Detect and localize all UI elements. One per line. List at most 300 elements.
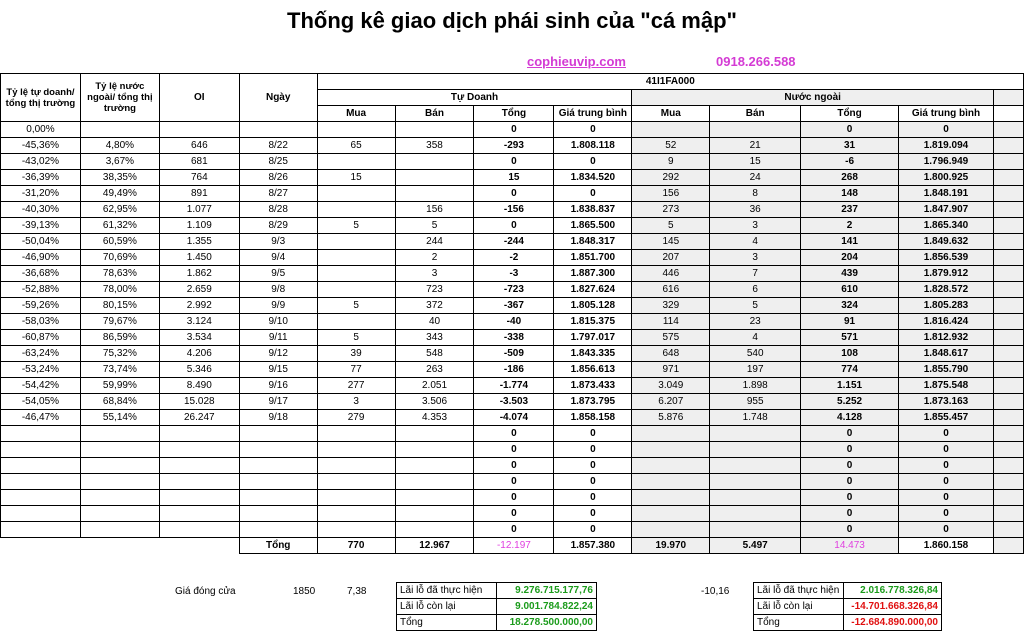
- cell-date: 9/17: [239, 394, 317, 410]
- self-pl-table: [396, 582, 597, 631]
- cell-ratio-self: -58,03%: [1, 314, 81, 330]
- cell-foreign-buy: [632, 506, 710, 522]
- cell-self-total: -338: [474, 330, 554, 346]
- cell-foreign-avg: 0: [899, 522, 994, 538]
- cell-foreign-buy: [632, 474, 710, 490]
- cell-self-sell: [395, 458, 474, 474]
- cell-foreign-avg: 1.800.925: [899, 170, 994, 186]
- table-row: [1, 362, 1024, 378]
- cell-edge: [993, 362, 1023, 378]
- cell-foreign-sell: [710, 426, 801, 442]
- cell-foreign-sell: [710, 522, 801, 538]
- cell-foreign-total: 141: [801, 234, 899, 250]
- cell-self-sell: 372: [395, 298, 474, 314]
- cell-foreign-sell: 540: [710, 346, 801, 362]
- cell-date: 9/3: [239, 234, 317, 250]
- cell-oi: 8.490: [159, 378, 239, 394]
- cell-ratio-self: -36,39%: [1, 170, 81, 186]
- cell-self-total: -4.074: [474, 410, 554, 426]
- cell-ratio-foreign: [80, 122, 159, 138]
- cell-foreign-buy: [632, 522, 710, 538]
- header-foreign-buy: Mua: [632, 106, 710, 122]
- cell-foreign-buy: 156: [632, 186, 710, 202]
- cell-foreign-avg: 0: [899, 122, 994, 138]
- cell-self-sell: [395, 186, 474, 202]
- cell-edge: [993, 138, 1023, 154]
- cell-foreign-sell: 8: [710, 186, 801, 202]
- cell-self-sell: [395, 442, 474, 458]
- cell-self-buy: [317, 250, 395, 266]
- header-foreign-sell: Bán: [710, 106, 801, 122]
- table-row: [1, 138, 1024, 154]
- cell-self-avg: 1.851.700: [554, 250, 632, 266]
- total-foreign-avg: 1.860.158: [899, 538, 994, 554]
- cell-oi: 1.077: [159, 202, 239, 218]
- cell-foreign-buy: 5: [632, 218, 710, 234]
- total-foreign-total: 14.473: [801, 538, 899, 554]
- cell-foreign-total: 237: [801, 202, 899, 218]
- cell-date: 9/15: [239, 362, 317, 378]
- cell-self-sell: [395, 506, 474, 522]
- cell-self-avg: 1.873.795: [554, 394, 632, 410]
- cell-self-total: -186: [474, 362, 554, 378]
- cell-self-total: 15: [474, 170, 554, 186]
- total-edge: [993, 538, 1023, 554]
- cell-oi: 1.450: [159, 250, 239, 266]
- cell-self-sell: 548: [395, 346, 474, 362]
- cell-edge: [993, 378, 1023, 394]
- cell-self-avg: 1.865.500: [554, 218, 632, 234]
- header-self-sell: Bán: [395, 106, 474, 122]
- cell-ratio-self: -40,30%: [1, 202, 81, 218]
- cell-foreign-buy: 6.207: [632, 394, 710, 410]
- cell-date: [239, 442, 317, 458]
- cell-self-total: 0: [474, 122, 554, 138]
- cell-date: 9/10: [239, 314, 317, 330]
- table-row: [1, 202, 1024, 218]
- cell-self-sell: [395, 154, 474, 170]
- cell-ratio-self: -36,68%: [1, 266, 81, 282]
- cell-ratio-self: 0,00%: [1, 122, 81, 138]
- cell-self-total: 0: [474, 506, 554, 522]
- close-price-value: 1850: [293, 586, 316, 597]
- cell-edge: [993, 522, 1023, 538]
- cell-ratio-self: -63,24%: [1, 346, 81, 362]
- cell-foreign-buy: 446: [632, 266, 710, 282]
- cell-self-avg: 0: [554, 426, 632, 442]
- cell-foreign-avg: 1.865.340: [899, 218, 994, 234]
- header-self-avg: Giá trung bình: [554, 106, 632, 122]
- table-row: [1, 426, 1024, 442]
- cell-self-buy: [317, 522, 395, 538]
- cell-ratio-foreign: [80, 426, 159, 442]
- cell-date: 9/11: [239, 330, 317, 346]
- cell-self-avg: 1.808.118: [554, 138, 632, 154]
- cell-foreign-buy: 207: [632, 250, 710, 266]
- cell-ratio-foreign: 78,63%: [80, 266, 159, 282]
- cell-foreign-avg: 1.855.457: [899, 410, 994, 426]
- cell-self-avg: 0: [554, 474, 632, 490]
- cell-oi: 26.247: [159, 410, 239, 426]
- cell-date: 9/5: [239, 266, 317, 282]
- cell-edge: [993, 314, 1023, 330]
- foreign-remaining-label: Lãi lỗ còn lại: [754, 599, 844, 615]
- cell-foreign-total: 2: [801, 218, 899, 234]
- cell-date: [239, 474, 317, 490]
- cell-self-total: 0: [474, 426, 554, 442]
- cell-foreign-avg: 1.828.572: [899, 282, 994, 298]
- cell-ratio-foreign: [80, 506, 159, 522]
- cell-foreign-total: 148: [801, 186, 899, 202]
- cell-ratio-foreign: 61,32%: [80, 218, 159, 234]
- cell-ratio-foreign: 79,67%: [80, 314, 159, 330]
- cell-foreign-total: 0: [801, 458, 899, 474]
- cell-self-sell: 723: [395, 282, 474, 298]
- cell-self-buy: [317, 426, 395, 442]
- self-points: 7,38: [347, 586, 367, 597]
- table-row: [1, 490, 1024, 506]
- cell-self-sell: [395, 122, 474, 138]
- cell-self-total: -293: [474, 138, 554, 154]
- table-row: [1, 474, 1024, 490]
- cell-self-sell: 3.506: [395, 394, 474, 410]
- close-price-label: Giá đóng cửa: [175, 586, 236, 597]
- cell-foreign-avg: 1.805.283: [899, 298, 994, 314]
- cell-ratio-foreign: 38,35%: [80, 170, 159, 186]
- cell-self-total: -1.774: [474, 378, 554, 394]
- cell-foreign-sell: 5: [710, 298, 801, 314]
- table-row: [1, 458, 1024, 474]
- cell-date: [239, 122, 317, 138]
- cell-ratio-self: [1, 490, 81, 506]
- cell-ratio-foreign: 68,84%: [80, 394, 159, 410]
- cell-self-avg: 0: [554, 458, 632, 474]
- foreign-total-value: -12.684.890.000,00: [844, 615, 942, 631]
- cell-ratio-foreign: 78,00%: [80, 282, 159, 298]
- total-self-total: -12.197: [474, 538, 554, 554]
- cell-date: [239, 522, 317, 538]
- cell-foreign-avg: 1.847.907: [899, 202, 994, 218]
- cell-ratio-self: -54,05%: [1, 394, 81, 410]
- header-foreign-total: Tổng: [801, 106, 899, 122]
- cell-self-sell: 4.353: [395, 410, 474, 426]
- table-row: [1, 442, 1024, 458]
- cell-self-avg: 0: [554, 442, 632, 458]
- cell-edge: [993, 218, 1023, 234]
- cell-ratio-self: -45,36%: [1, 138, 81, 154]
- cell-self-total: -156: [474, 202, 554, 218]
- cell-date: [239, 506, 317, 522]
- cell-ratio-self: -39,13%: [1, 218, 81, 234]
- cell-ratio-foreign: 60,59%: [80, 234, 159, 250]
- cell-ratio-foreign: 80,15%: [80, 298, 159, 314]
- table-row: [1, 298, 1024, 314]
- cell-oi: [159, 506, 239, 522]
- cell-ratio-foreign: 3,67%: [80, 154, 159, 170]
- cell-date: [239, 490, 317, 506]
- cell-oi: [159, 474, 239, 490]
- cell-foreign-total: 0: [801, 522, 899, 538]
- header-oi: OI: [159, 74, 239, 122]
- cell-foreign-buy: 3.049: [632, 378, 710, 394]
- cell-self-total: -3: [474, 266, 554, 282]
- cell-ratio-self: [1, 442, 81, 458]
- cell-edge: [993, 266, 1023, 282]
- cell-self-sell: 3: [395, 266, 474, 282]
- cell-self-sell: 156: [395, 202, 474, 218]
- self-realized-value: 9.276.715.177,76: [497, 583, 597, 599]
- cell-foreign-sell: 23: [710, 314, 801, 330]
- cell-foreign-total: 91: [801, 314, 899, 330]
- cell-oi: 681: [159, 154, 239, 170]
- table-row: [1, 506, 1024, 522]
- cell-self-avg: 1.797.017: [554, 330, 632, 346]
- cell-date: 9/12: [239, 346, 317, 362]
- cell-self-total: 0: [474, 186, 554, 202]
- foreign-realized-value: 2.016.778.326,84: [844, 583, 942, 599]
- cell-self-total: -40: [474, 314, 554, 330]
- cell-ratio-foreign: [80, 522, 159, 538]
- cell-self-sell: 343: [395, 330, 474, 346]
- cell-self-buy: [317, 122, 395, 138]
- cell-date: 9/4: [239, 250, 317, 266]
- cell-date: 8/29: [239, 218, 317, 234]
- cell-foreign-avg: 0: [899, 490, 994, 506]
- header-ratio-self: Tỷ lệ tự doanh/ tổng thị trường: [1, 74, 81, 122]
- cell-foreign-total: 1.151: [801, 378, 899, 394]
- cell-self-buy: [317, 202, 395, 218]
- cell-oi: [159, 426, 239, 442]
- cell-foreign-avg: 1.848.617: [899, 346, 994, 362]
- cell-edge: [993, 490, 1023, 506]
- cell-date: 8/28: [239, 202, 317, 218]
- cell-self-avg: 1.815.375: [554, 314, 632, 330]
- cell-date: 8/27: [239, 186, 317, 202]
- cell-ratio-foreign: 62,95%: [80, 202, 159, 218]
- cell-oi: 1.862: [159, 266, 239, 282]
- cell-self-buy: 39: [317, 346, 395, 362]
- cell-edge: [993, 202, 1023, 218]
- cell-self-total: -2: [474, 250, 554, 266]
- table-row: [1, 170, 1024, 186]
- cell-self-total: 0: [474, 490, 554, 506]
- cell-foreign-avg: 1.856.539: [899, 250, 994, 266]
- blank-cell: [159, 538, 239, 554]
- cell-foreign-buy: 273: [632, 202, 710, 218]
- foreign-realized-label: Lãi lỗ đã thực hiện: [754, 583, 844, 599]
- cell-foreign-buy: [632, 458, 710, 474]
- cell-ratio-self: [1, 426, 81, 442]
- cell-self-buy: 3: [317, 394, 395, 410]
- cell-self-sell: [395, 522, 474, 538]
- cell-ratio-self: -59,26%: [1, 298, 81, 314]
- table-row: [1, 378, 1024, 394]
- cell-oi: [159, 122, 239, 138]
- total-self-buy: 770: [317, 538, 395, 554]
- cell-ratio-foreign: [80, 474, 159, 490]
- total-foreign-sell: 5.497: [710, 538, 801, 554]
- cell-oi: 3.534: [159, 330, 239, 346]
- cell-foreign-sell: [710, 474, 801, 490]
- table-row: [1, 330, 1024, 346]
- cell-foreign-avg: 1.812.932: [899, 330, 994, 346]
- phone-number: 0918.266.588: [716, 54, 796, 69]
- cell-foreign-total: 610: [801, 282, 899, 298]
- cell-date: [239, 426, 317, 442]
- cell-ratio-foreign: 73,74%: [80, 362, 159, 378]
- totals-row: [1, 538, 1024, 554]
- foreign-pl-table: [753, 582, 942, 631]
- cell-date: [239, 458, 317, 474]
- cell-ratio-self: -53,24%: [1, 362, 81, 378]
- cell-foreign-avg: 1.816.424: [899, 314, 994, 330]
- cell-foreign-sell: 7: [710, 266, 801, 282]
- cell-edge: [993, 330, 1023, 346]
- cell-ratio-self: -54,42%: [1, 378, 81, 394]
- cell-edge: [993, 474, 1023, 490]
- cell-self-total: 0: [474, 522, 554, 538]
- cell-oi: 1.355: [159, 234, 239, 250]
- foreign-total-label: Tổng: [754, 615, 844, 631]
- self-total-label: Tổng: [397, 615, 497, 631]
- table-row: [1, 234, 1024, 250]
- cell-self-buy: [317, 506, 395, 522]
- cell-foreign-sell: [710, 458, 801, 474]
- cell-foreign-sell: 6: [710, 282, 801, 298]
- cell-edge: [993, 442, 1023, 458]
- cell-foreign-sell: 4: [710, 234, 801, 250]
- total-self-avg: 1.857.380: [554, 538, 632, 554]
- cell-foreign-sell: 24: [710, 170, 801, 186]
- cell-foreign-sell: [710, 442, 801, 458]
- website-link[interactable]: cophieuvip.com: [527, 54, 626, 69]
- cell-self-buy: [317, 490, 395, 506]
- cell-foreign-avg: 1.819.094: [899, 138, 994, 154]
- cell-ratio-foreign: 4,80%: [80, 138, 159, 154]
- cell-edge: [993, 122, 1023, 138]
- cell-foreign-total: 204: [801, 250, 899, 266]
- cell-ratio-foreign: 86,59%: [80, 330, 159, 346]
- cell-foreign-total: 774: [801, 362, 899, 378]
- cell-date: 9/9: [239, 298, 317, 314]
- cell-self-buy: 279: [317, 410, 395, 426]
- total-self-sell: 12.967: [395, 538, 474, 554]
- cell-foreign-total: 439: [801, 266, 899, 282]
- cell-self-sell: 5: [395, 218, 474, 234]
- cell-foreign-buy: 575: [632, 330, 710, 346]
- cell-foreign-buy: 52: [632, 138, 710, 154]
- cell-ratio-foreign: 49,49%: [80, 186, 159, 202]
- cell-self-total: 0: [474, 154, 554, 170]
- cell-date: 8/22: [239, 138, 317, 154]
- cell-ratio-foreign: [80, 490, 159, 506]
- cell-date: 8/26: [239, 170, 317, 186]
- cell-self-avg: 1.873.433: [554, 378, 632, 394]
- table-row: [1, 346, 1024, 362]
- cell-edge: [993, 410, 1023, 426]
- stats-table: [0, 73, 1024, 554]
- cell-foreign-total: 571: [801, 330, 899, 346]
- cell-foreign-total: 0: [801, 474, 899, 490]
- cell-foreign-total: 5.252: [801, 394, 899, 410]
- cell-foreign-buy: 616: [632, 282, 710, 298]
- table-row: [1, 314, 1024, 330]
- cell-foreign-sell: 4: [710, 330, 801, 346]
- cell-foreign-total: 0: [801, 490, 899, 506]
- cell-self-avg: 1.887.300: [554, 266, 632, 282]
- cell-oi: 3.124: [159, 314, 239, 330]
- cell-self-total: -244: [474, 234, 554, 250]
- cell-foreign-total: 268: [801, 170, 899, 186]
- cell-foreign-avg: 1.796.949: [899, 154, 994, 170]
- cell-self-total: 0: [474, 218, 554, 234]
- cell-ratio-self: -46,47%: [1, 410, 81, 426]
- self-realized-label: Lãi lỗ đã thực hiện: [397, 583, 497, 599]
- cell-ratio-foreign: [80, 458, 159, 474]
- cell-self-avg: 0: [554, 522, 632, 538]
- cell-self-avg: 1.834.520: [554, 170, 632, 186]
- cell-self-buy: [317, 314, 395, 330]
- cell-self-total: 0: [474, 458, 554, 474]
- cell-oi: 1.109: [159, 218, 239, 234]
- cell-foreign-total: 324: [801, 298, 899, 314]
- cell-oi: [159, 522, 239, 538]
- header-foreign-avg: Giá trung bình: [899, 106, 994, 122]
- totals-label: Tổng: [239, 538, 317, 554]
- cell-self-avg: 0: [554, 506, 632, 522]
- cell-self-total: 0: [474, 474, 554, 490]
- table-row: [1, 282, 1024, 298]
- cell-self-sell: 2.051: [395, 378, 474, 394]
- cell-ratio-self: [1, 522, 81, 538]
- cell-self-sell: 244: [395, 234, 474, 250]
- cell-foreign-sell: 3: [710, 250, 801, 266]
- cell-ratio-self: -43,02%: [1, 154, 81, 170]
- header-edge: [993, 90, 1023, 106]
- cell-edge: [993, 394, 1023, 410]
- foreign-points: -10,16: [701, 586, 730, 597]
- header-self-total: Tổng: [474, 106, 554, 122]
- table-row: [1, 266, 1024, 282]
- cell-foreign-buy: [632, 122, 710, 138]
- header-date: Ngày: [239, 74, 317, 122]
- cell-self-avg: 1.848.317: [554, 234, 632, 250]
- cell-ratio-self: -60,87%: [1, 330, 81, 346]
- cell-foreign-avg: 1.849.632: [899, 234, 994, 250]
- cell-foreign-buy: [632, 490, 710, 506]
- blank-cell: [80, 538, 159, 554]
- cell-edge: [993, 154, 1023, 170]
- table-row: [1, 250, 1024, 266]
- cell-oi: 15.028: [159, 394, 239, 410]
- cell-oi: 764: [159, 170, 239, 186]
- cell-self-buy: [317, 186, 395, 202]
- table-row: [1, 394, 1024, 410]
- cell-foreign-buy: [632, 442, 710, 458]
- self-remaining-label: Lãi lỗ còn lại: [397, 599, 497, 615]
- cell-ratio-self: [1, 506, 81, 522]
- cell-foreign-avg: 0: [899, 442, 994, 458]
- table-row: [1, 410, 1024, 426]
- cell-edge: [993, 458, 1023, 474]
- cell-ratio-self: -46,90%: [1, 250, 81, 266]
- cell-self-buy: 5: [317, 330, 395, 346]
- cell-oi: 891: [159, 186, 239, 202]
- cell-self-avg: 1.805.128: [554, 298, 632, 314]
- cell-oi: 4.206: [159, 346, 239, 362]
- cell-self-buy: 277: [317, 378, 395, 394]
- self-total-value: 18.278.500.000,00: [497, 615, 597, 631]
